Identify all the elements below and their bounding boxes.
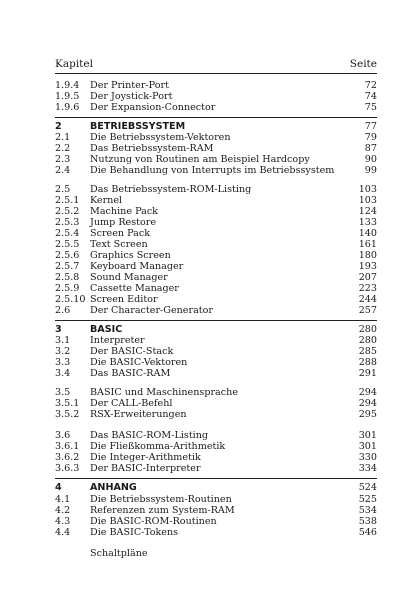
entry-number: 2.4 <box>55 165 71 176</box>
entry-page: 538 <box>358 516 377 527</box>
entry-page: 294 <box>358 387 377 398</box>
toc-entry <box>55 548 377 559</box>
entry-number: 2.1 <box>55 132 71 143</box>
entry-page: 301 <box>358 441 377 452</box>
entry-page: 534 <box>358 505 377 516</box>
entry-number: 3.6.1 <box>55 441 80 452</box>
entry-page: 291 <box>358 368 377 379</box>
entry-title: Machine Pack <box>90 206 158 217</box>
toc-entry <box>55 80 377 91</box>
entry-page: 72 <box>364 80 377 91</box>
toc-entry <box>55 165 377 176</box>
entry-page: 334 <box>358 463 377 474</box>
entry-title: Die Betriebssystem-Routinen <box>90 494 232 505</box>
toc-entry <box>55 305 377 316</box>
toc-entry <box>55 516 377 527</box>
entry-number: 2.5 <box>55 184 71 195</box>
entry-number: 3.6.2 <box>55 452 80 463</box>
entry-title: Die BASIC-ROM-Routinen <box>90 516 217 527</box>
entry-page: 79 <box>364 132 377 143</box>
entry-title: Der CALL-Befehl <box>90 398 173 409</box>
toc-entry <box>55 143 377 154</box>
entry-page: 244 <box>358 294 377 305</box>
entry-title: Screen Editor <box>90 294 158 305</box>
entry-number: 4.2 <box>55 505 71 516</box>
entry-page: 280 <box>358 335 377 346</box>
entry-title: Die BASIC-Vektoren <box>90 357 188 368</box>
entry-page: 193 <box>358 261 377 272</box>
entry-number: 3.3 <box>55 357 71 368</box>
toc-entry <box>55 132 377 143</box>
entry-number: 2.5.4 <box>55 228 80 239</box>
entry-page: 525 <box>358 494 377 505</box>
entry-title: Der Character-Generator <box>90 305 214 316</box>
entry-title: BASIC und Maschinensprache <box>90 387 239 398</box>
entry-page: 103 <box>358 195 377 206</box>
entry-page: 99 <box>364 165 377 176</box>
toc-entry <box>55 527 377 538</box>
entry-number: 4.3 <box>55 516 71 527</box>
entry-number: 3.6 <box>55 430 71 441</box>
entry-page: 74 <box>364 91 377 102</box>
entry-title: Der BASIC-Stack <box>90 346 174 357</box>
entry-title: Das BASIC-ROM-Listing <box>90 430 209 441</box>
entry-title: Sound Manager <box>90 272 168 283</box>
toc-entry <box>55 452 377 463</box>
entry-number: 3.1 <box>55 335 71 346</box>
entry-number: 1.9.4 <box>55 80 80 91</box>
toc-section-heading <box>55 324 377 335</box>
toc-entry <box>55 261 377 272</box>
toc-entry <box>55 335 377 346</box>
entry-number: 3.5.2 <box>55 409 80 420</box>
entry-page: 295 <box>358 409 377 420</box>
section-title: BETRIEBSSYSTEM <box>90 121 186 132</box>
section-number: 3 <box>55 324 62 335</box>
section-page: 524 <box>358 482 377 493</box>
entry-title: RSX-Erweiterungen <box>90 409 187 420</box>
section-rule <box>55 117 377 118</box>
entry-page: 285 <box>358 346 377 357</box>
entry-title: Interpreter <box>90 335 145 346</box>
entry-title: Die Fließkomma-Arithmetik <box>90 441 226 452</box>
entry-number: 4.4 <box>55 527 71 538</box>
header-kapitel: Kapitel <box>55 58 93 70</box>
section-number: 2 <box>55 121 62 132</box>
entry-title: Der BASIC-Interpreter <box>90 463 201 474</box>
entry-page: 87 <box>364 143 377 154</box>
entry-title: Cassette Manager <box>90 283 179 294</box>
entry-title: Der Expansion-Connector <box>90 102 216 113</box>
entry-title: Referenzen zum System-RAM <box>90 505 235 516</box>
toc-entry <box>55 184 377 195</box>
entry-page: 546 <box>358 527 377 538</box>
entry-page: 180 <box>358 250 377 261</box>
toc-entry <box>55 463 377 474</box>
section-page: 280 <box>358 324 377 335</box>
entry-page: 223 <box>358 283 377 294</box>
toc-entry <box>55 368 377 379</box>
entry-title: Kernel <box>90 195 123 206</box>
entry-title: Keyboard Manager <box>90 261 184 272</box>
toc-entry <box>55 357 377 368</box>
entry-page: 133 <box>358 217 377 228</box>
entry-title: Schaltpläne <box>90 548 148 559</box>
entry-title: Screen Pack <box>90 228 151 239</box>
entry-title: Das Betriebssystem-ROM-Listing <box>90 184 252 195</box>
entry-number: 2.6 <box>55 305 71 316</box>
toc-entry <box>55 494 377 505</box>
entry-page: 90 <box>364 154 377 165</box>
header-seite: Seite <box>349 58 377 70</box>
toc-entry <box>55 206 377 217</box>
entry-number: 3.5 <box>55 387 71 398</box>
entry-title: Die Integer-Arithmetik <box>90 452 201 463</box>
toc-entry <box>55 430 377 441</box>
entry-number: 3.5.1 <box>55 398 80 409</box>
entry-page: 257 <box>358 305 377 316</box>
toc-section-heading <box>55 121 377 132</box>
entry-title: Jump Restore <box>90 217 157 228</box>
entry-number: 1.9.5 <box>55 91 80 102</box>
entry-page: 161 <box>358 239 377 250</box>
entry-number: 3.2 <box>55 346 71 357</box>
entry-page: 294 <box>358 398 377 409</box>
toc-entry <box>55 217 377 228</box>
entry-page: 124 <box>358 206 377 217</box>
entry-number: 2.5.6 <box>55 250 80 261</box>
entry-page: 288 <box>358 357 377 368</box>
section-rule <box>55 478 377 479</box>
entry-number: 2.5.3 <box>55 217 80 228</box>
toc-entry <box>55 239 377 250</box>
entry-title: Die BASIC-Tokens <box>90 527 179 538</box>
toc-entry <box>55 154 377 165</box>
entry-number: 2.5.2 <box>55 206 80 217</box>
entry-number: 2.5.10 <box>55 294 86 305</box>
entry-title: Der Joystick-Port <box>90 91 173 102</box>
entry-number: 2.5.9 <box>55 283 80 294</box>
section-page: 77 <box>364 121 377 132</box>
entry-title: Das BASIC-RAM <box>90 368 171 379</box>
toc-entry <box>55 272 377 283</box>
toc-entry <box>55 294 377 305</box>
section-rule <box>55 320 377 321</box>
toc-entry <box>55 441 377 452</box>
toc-entry <box>55 398 377 409</box>
entry-title: Text Screen <box>90 239 148 250</box>
toc-entry <box>55 346 377 357</box>
section-title: BASIC <box>90 324 123 335</box>
entry-number: 1.9.6 <box>55 102 80 113</box>
entry-number: 2.5.5 <box>55 239 80 250</box>
header-rule <box>55 73 377 74</box>
toc-entry <box>55 283 377 294</box>
entry-page: 301 <box>358 430 377 441</box>
entry-number: 4.1 <box>55 494 71 505</box>
toc-entry <box>55 250 377 261</box>
section-number: 4 <box>55 482 62 493</box>
entry-title: Die Betriebssystem-Vektoren <box>90 132 231 143</box>
entry-number: 3.4 <box>55 368 71 379</box>
entry-page: 330 <box>358 452 377 463</box>
toc-entry <box>55 102 377 113</box>
entry-title: Der Printer-Port <box>90 80 169 91</box>
toc-entry <box>55 91 377 102</box>
entry-page: 103 <box>358 184 377 195</box>
toc-section-heading <box>55 482 377 493</box>
entry-title: Die Behandlung von Interrupts im Betriebssystem <box>90 165 335 176</box>
entry-title: Das Betriebssystem-RAM <box>90 143 214 154</box>
entry-number: 2.3 <box>55 154 71 165</box>
section-title: ANHANG <box>90 482 137 493</box>
entry-number: 3.6.3 <box>55 463 80 474</box>
entry-title: Graphics Screen <box>90 250 171 261</box>
entry-number: 2.5.1 <box>55 195 80 206</box>
entry-number: 2.2 <box>55 143 71 154</box>
entry-page: 75 <box>364 102 377 113</box>
toc-entry <box>55 228 377 239</box>
toc-entry <box>55 505 377 516</box>
entry-page: 140 <box>358 228 377 239</box>
entry-number: 2.5.7 <box>55 261 80 272</box>
entry-page: 207 <box>358 272 377 283</box>
toc-entry <box>55 387 377 398</box>
entry-number: 2.5.8 <box>55 272 80 283</box>
toc-entry <box>55 409 377 420</box>
toc-entry <box>55 195 377 206</box>
entry-title: Nutzung von Routinen am Beispiel Hardcopy <box>90 154 310 165</box>
